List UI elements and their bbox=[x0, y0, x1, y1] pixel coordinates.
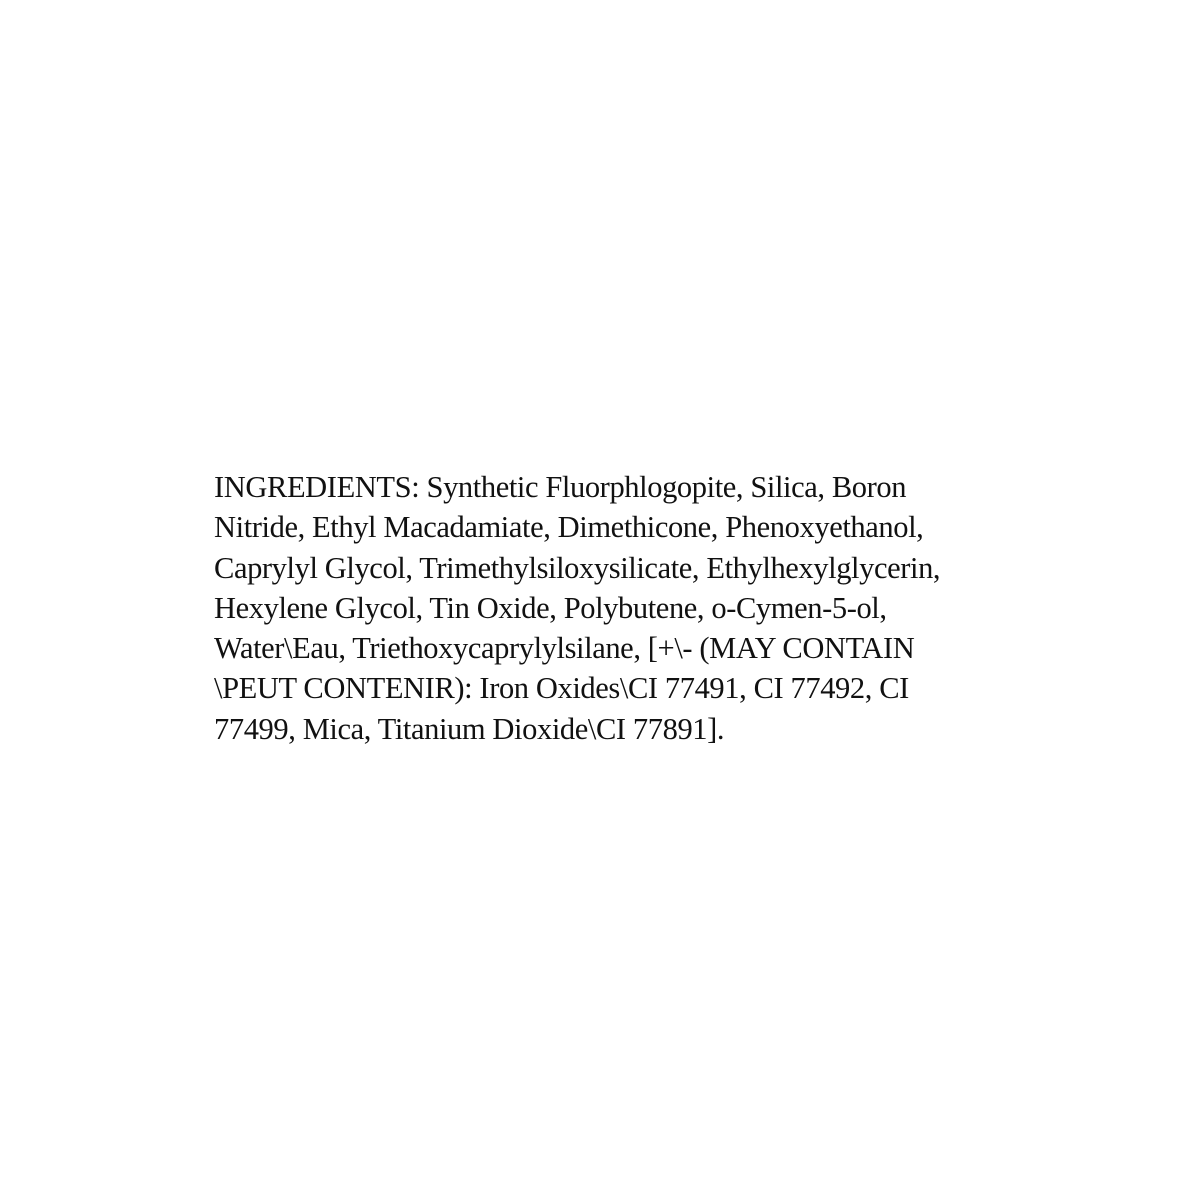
ingredients-line-1: INGREDIENTS: Synthetic Fluorphlogopite, Silica, Boron bbox=[214, 470, 907, 504]
ingredients-line-6: \PEUT CONTENIR): Iron Oxides\CI 77491, CI 77492, CI bbox=[214, 671, 909, 706]
ingredients-line-4: Hexylene Glycol, Tin Oxide, Polybutene, o-Cymen-5-ol, bbox=[214, 590, 887, 625]
ingredients-line-7: 77499, Mica, Titanium Dioxide\CI 77891]. bbox=[214, 711, 725, 746]
ingredients-text-block bbox=[214, 467, 1014, 749]
ingredients-line-5: Water\Eau, Triethoxycaprylylsilane, [+\- (MAY CONTAIN bbox=[214, 631, 915, 666]
ingredients-line-3: Caprylyl Glycol, Trimethylsiloxysilicate, Ethylhexylglycerin, bbox=[214, 550, 941, 585]
ingredients-line-2: Nitride, Ethyl Macadamiate, Dimethicone, Phenoxyethanol, bbox=[214, 510, 924, 545]
